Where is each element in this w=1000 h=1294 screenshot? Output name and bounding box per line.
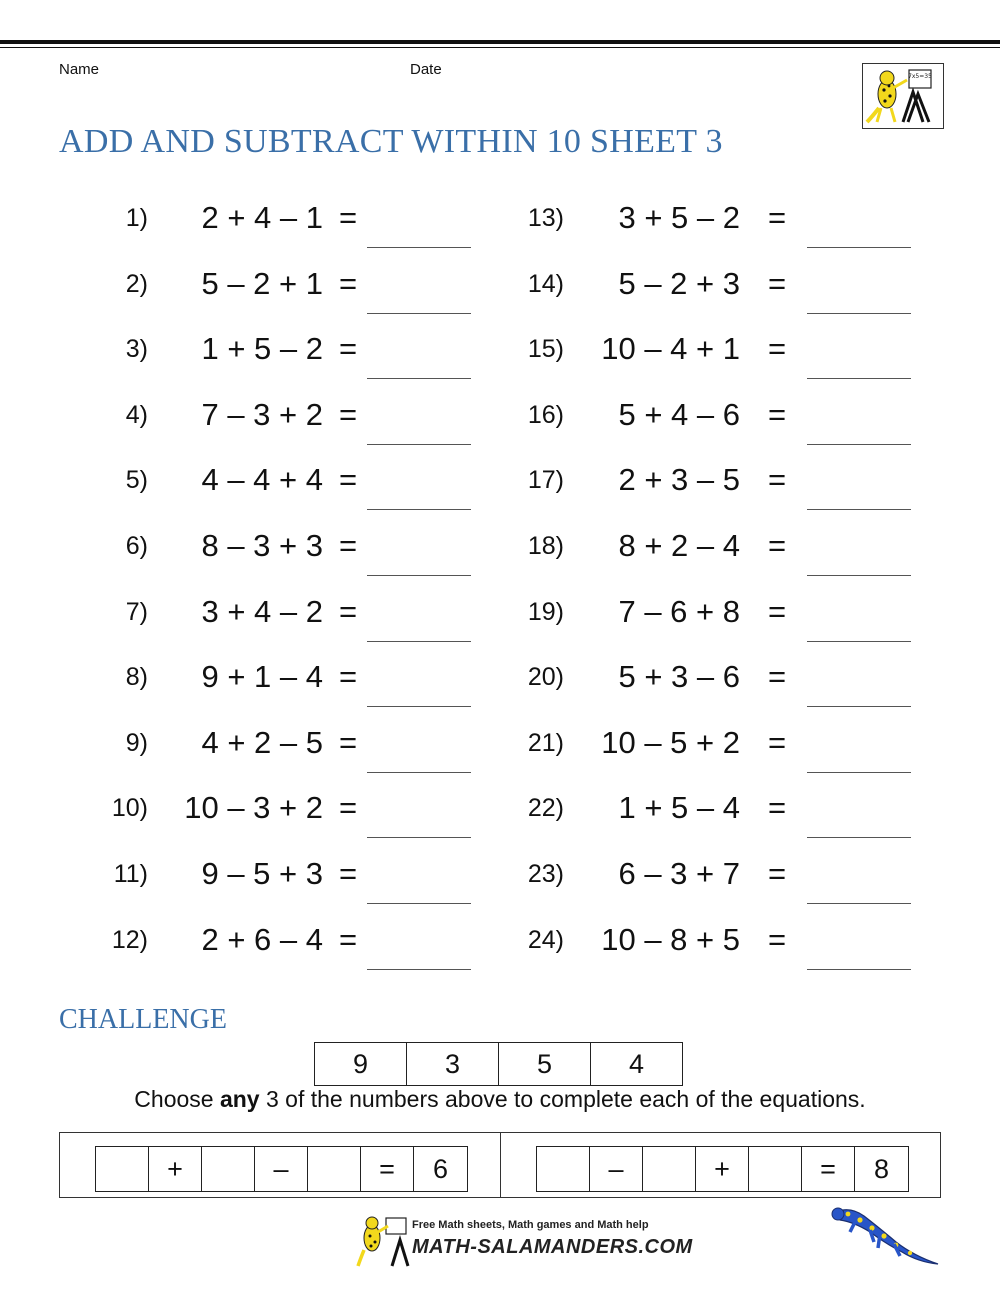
question-expression: 5 + 4 – 6 bbox=[618, 396, 740, 432]
top-rule bbox=[0, 40, 1000, 44]
equals-sign: = bbox=[768, 462, 787, 498]
logo-board-text: 7x5=35 bbox=[908, 73, 932, 80]
equation-result: 8 bbox=[873, 1153, 890, 1184]
answer-line[interactable] bbox=[807, 969, 911, 970]
equals-sign: = bbox=[768, 528, 787, 563]
equation-blank[interactable] bbox=[202, 1147, 255, 1191]
equals-sign: = bbox=[768, 593, 787, 629]
challenge-number-box bbox=[314, 1042, 683, 1086]
challenge-instruction bbox=[0, 1086, 1000, 1113]
answer-line[interactable] bbox=[367, 509, 471, 510]
equals-sign: = bbox=[768, 921, 787, 957]
question-expression: 4 + 2 – 5 bbox=[201, 724, 323, 760]
equals-sign: = bbox=[339, 528, 358, 563]
question-number: 13) bbox=[527, 204, 564, 232]
question-number: 7) bbox=[125, 597, 148, 626]
equals-sign: = bbox=[339, 593, 358, 629]
question-expression: 3 + 5 – 2 bbox=[618, 200, 740, 235]
answer-line[interactable] bbox=[367, 313, 471, 314]
answer-line[interactable] bbox=[367, 772, 471, 773]
answer-line[interactable] bbox=[807, 575, 911, 576]
question-expression: 10 – 4 + 1 bbox=[601, 331, 740, 367]
question-number: 12) bbox=[111, 925, 148, 954]
question-expression: 3 + 4 – 2 bbox=[201, 593, 323, 629]
question-expression: 5 – 2 + 3 bbox=[618, 265, 740, 301]
answer-line[interactable] bbox=[807, 509, 911, 510]
question-expression: 1 + 5 – 2 bbox=[201, 331, 323, 367]
question-number: 18) bbox=[527, 532, 564, 560]
question-number: 16) bbox=[527, 400, 564, 429]
name-label: Name bbox=[59, 61, 100, 78]
answer-line[interactable] bbox=[807, 378, 911, 379]
question-number: 19) bbox=[527, 597, 564, 626]
question-expression: 2 + 3 – 5 bbox=[618, 462, 740, 498]
question-expression: 9 + 1 – 4 bbox=[201, 659, 323, 695]
question-expression: 7 – 3 + 2 bbox=[201, 396, 323, 432]
equals-sign: = bbox=[339, 331, 358, 367]
answer-line[interactable] bbox=[367, 837, 471, 838]
challenge-number: 3 bbox=[407, 1043, 499, 1085]
answer-line[interactable] bbox=[367, 903, 471, 904]
instruction-text-end: 3 of the numbers above to complete each of the equations. bbox=[259, 1086, 866, 1112]
equation-operator: – bbox=[590, 1147, 643, 1191]
answer-line[interactable] bbox=[367, 706, 471, 707]
equals-sign: = bbox=[339, 856, 358, 891]
question-expression: 10 – 3 + 2 bbox=[184, 790, 323, 826]
question-number: 9) bbox=[125, 728, 148, 757]
question-expression: 8 – 3 + 3 bbox=[201, 528, 323, 563]
instruction-bold: any bbox=[219, 1086, 260, 1112]
challenge-equation-right bbox=[536, 1146, 909, 1192]
question-number: 11) bbox=[113, 860, 148, 888]
equation-operator: + bbox=[149, 1147, 202, 1191]
equals-sign: = bbox=[339, 200, 358, 235]
question-number: 6) bbox=[125, 532, 148, 560]
equals-sign: = bbox=[339, 659, 358, 695]
answer-line[interactable] bbox=[367, 247, 471, 248]
question-number: 2) bbox=[125, 269, 148, 298]
equals-sign: = bbox=[339, 790, 358, 826]
question-expression: 5 – 2 + 1 bbox=[201, 265, 323, 301]
equals-sign: = bbox=[768, 396, 787, 432]
question-number: 15) bbox=[527, 335, 564, 364]
top-rule-thin bbox=[0, 47, 1000, 48]
question-expression: 2 + 4 – 1 bbox=[201, 200, 323, 235]
answer-line[interactable] bbox=[367, 641, 471, 642]
equation-operator: + bbox=[696, 1147, 749, 1191]
question-expression: 6 – 3 + 7 bbox=[618, 856, 740, 891]
panel-divider bbox=[500, 1133, 501, 1197]
equals-sign: = bbox=[339, 921, 358, 957]
footer-site-link[interactable]: MATH-SALAMANDERS.COM bbox=[412, 1236, 693, 1258]
question-expression: 7 – 6 + 8 bbox=[618, 593, 740, 629]
question-number: 4) bbox=[125, 400, 148, 429]
answer-line[interactable] bbox=[367, 444, 471, 445]
question-number: 8) bbox=[125, 663, 148, 692]
equation-blank[interactable] bbox=[537, 1147, 590, 1191]
answer-line[interactable] bbox=[807, 706, 911, 707]
instruction-text: Choose bbox=[134, 1086, 220, 1112]
challenge-equation-left bbox=[95, 1146, 468, 1192]
question-expression: 10 – 8 + 5 bbox=[601, 921, 740, 957]
page-title: ADD AND SUBTRACT WITHIN 10 SHEET 3 bbox=[59, 123, 723, 160]
question-expression: 9 – 5 + 3 bbox=[201, 856, 323, 891]
question-number: 3) bbox=[125, 335, 148, 364]
answer-line[interactable] bbox=[807, 313, 911, 314]
challenge-equations-panel bbox=[59, 1132, 941, 1198]
question-number: 17) bbox=[527, 466, 564, 495]
equals-sign: = bbox=[768, 790, 787, 826]
equation-equals: = bbox=[361, 1147, 414, 1191]
equation-blank[interactable] bbox=[308, 1147, 361, 1191]
answer-line[interactable] bbox=[807, 837, 911, 838]
equals-sign: = bbox=[339, 724, 358, 760]
answer-line[interactable] bbox=[367, 969, 471, 970]
equals-sign: = bbox=[339, 265, 358, 301]
answer-line[interactable] bbox=[807, 444, 911, 445]
question-number: 23) bbox=[527, 860, 564, 888]
question-number: 14) bbox=[527, 269, 564, 298]
question-number: 22) bbox=[527, 794, 564, 823]
equation-operator: – bbox=[255, 1147, 308, 1191]
equals-sign: = bbox=[768, 200, 787, 235]
salamander-icon bbox=[830, 1202, 942, 1272]
date-label: Date bbox=[410, 61, 442, 78]
equals-sign: = bbox=[768, 265, 787, 301]
question-number: 21) bbox=[527, 728, 564, 757]
equals-sign: = bbox=[768, 856, 787, 891]
question-expression: 1 + 5 – 4 bbox=[618, 790, 740, 826]
equation-blank[interactable] bbox=[96, 1147, 149, 1191]
equation-equals: = bbox=[802, 1147, 855, 1191]
answer-line[interactable] bbox=[807, 772, 911, 773]
question-expression: 5 + 3 – 6 bbox=[618, 659, 740, 695]
equals-sign: = bbox=[768, 659, 787, 695]
question-expression: 2 + 6 – 4 bbox=[201, 921, 323, 957]
equals-sign: = bbox=[339, 396, 358, 432]
challenge-number: 9 bbox=[315, 1043, 407, 1085]
answer-line[interactable] bbox=[807, 903, 911, 904]
question-expression: 4 – 4 + 4 bbox=[201, 462, 323, 498]
equation-blank[interactable] bbox=[749, 1147, 802, 1191]
answer-line[interactable] bbox=[367, 575, 471, 576]
question-number: 24) bbox=[527, 925, 564, 954]
footer-tagline: Free Math sheets, Math games and Math help bbox=[412, 1219, 649, 1231]
equation-blank[interactable] bbox=[643, 1147, 696, 1191]
question-expression: 10 – 5 + 2 bbox=[601, 724, 740, 760]
challenge-number: 5 bbox=[499, 1043, 591, 1085]
question-number: 1) bbox=[125, 204, 148, 232]
equation-result: 6 bbox=[432, 1153, 449, 1184]
challenge-number: 4 bbox=[628, 1048, 645, 1079]
question-number: 20) bbox=[527, 663, 564, 692]
salamander-logo bbox=[862, 63, 944, 129]
answer-line[interactable] bbox=[367, 378, 471, 379]
question-number: 10) bbox=[111, 794, 148, 823]
question-expression: 8 + 2 – 4 bbox=[618, 528, 740, 563]
answer-line[interactable] bbox=[807, 641, 911, 642]
question-number: 5) bbox=[125, 466, 148, 495]
answer-line[interactable] bbox=[807, 247, 911, 248]
equals-sign: = bbox=[768, 724, 787, 760]
equals-sign: = bbox=[339, 462, 358, 498]
equals-sign: = bbox=[768, 331, 787, 367]
challenge-title: CHALLENGE bbox=[59, 1004, 227, 1035]
